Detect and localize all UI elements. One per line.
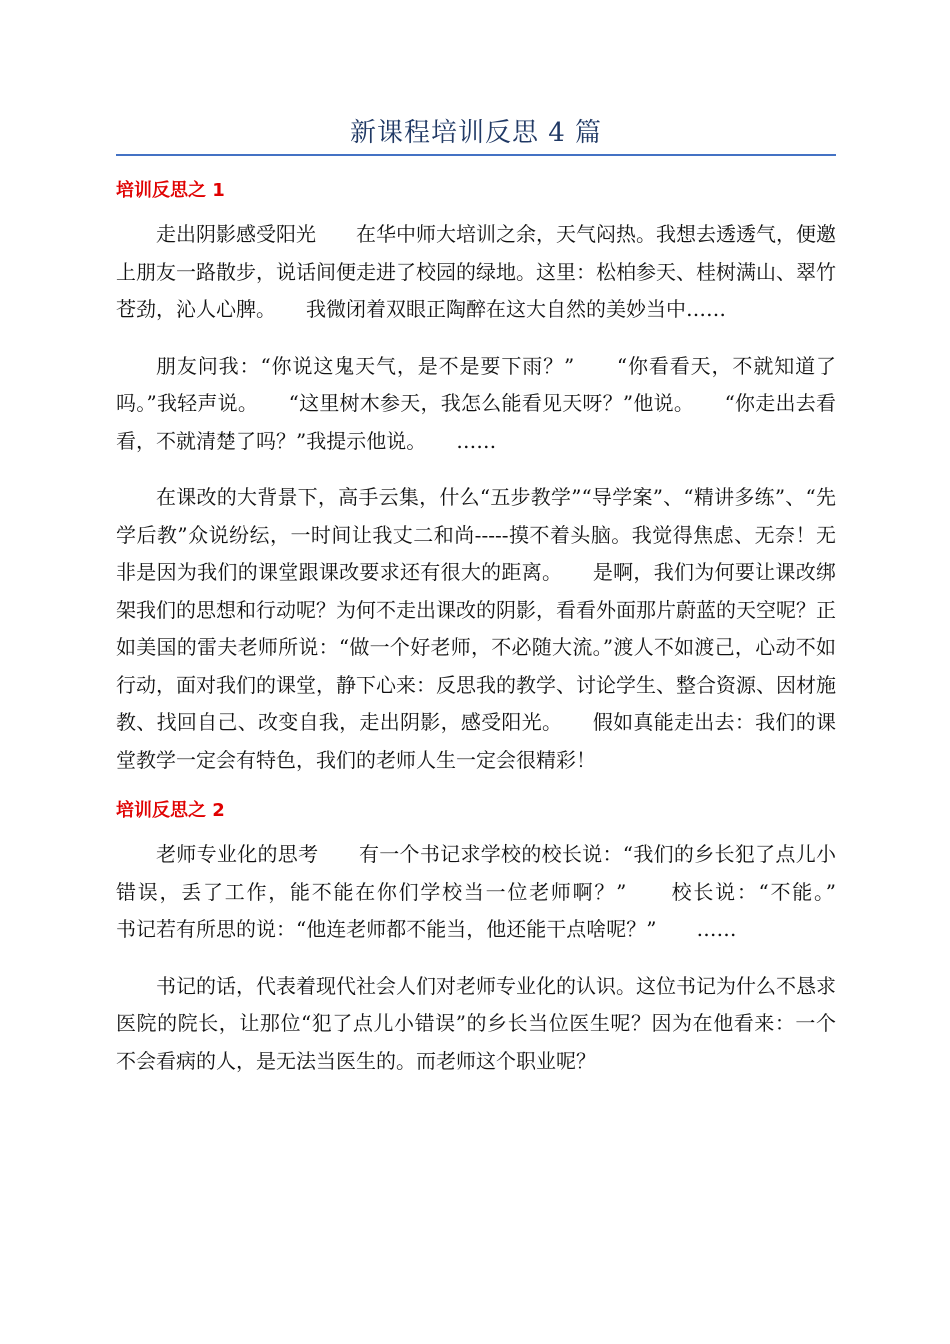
section-heading: 培训反思之 2: [116, 800, 225, 821]
document-body: [116, 178, 876, 1099]
section-heading: 培训反思之 1: [116, 180, 225, 201]
paragraph: 走出阴影感受阳光 在华中师大培训之余，天气闷热。我想去透透气，便邀上朋友一路散步，说话间便走进了校园的绿地。这里：松柏参天、桂树满山、翠竹苍劲，沁人心脾。 我微闭着双眼正陶醉在这大自然的美妙当中……: [116, 222, 836, 321]
section-2: [116, 798, 876, 1080]
paragraph: 老师专业化的思考 有一个书记求学校的校长说：“我们的乡长犯了点儿小错误，丢了工作，能不能在你们学校当一位老师啊？” 校长说：“不能。” 书记若有所思的说：“他连老师都不能当，他还能干点啥呢？” ……: [116, 842, 876, 941]
paragraph: 在课改的大背景下，高手云集，什么“五步教学”“导学案”、“精讲多练”、“先学后教”众说纷纭，一时间让我丈二和尚-----摸不着头脑。我觉得焦虑、无奈！无非是因为我们的课堂跟课改要求还有很大的距离。 是啊，我们为何要让课改绑架我们的思想和行动呢？为何不走出课改的阴影，看看外面那片蔚蓝的天空呢？正如美国的雷夫老师所说：“做一个好老师，不必随大流。”渡人不如渡己，心动不如行动，面对我们的课堂，静下心来：反思我的教学、讨论学生、整合资源、因材施教、找回自己、改变自我，走出阴影，感受阳光。 假如真能走出去：我们的课堂教学一定会有特色，我们的老师人生一定会很精彩！: [116, 485, 836, 772]
paragraph: 书记的话，代表着现代社会人们对老师专业化的认识。这位书记为什么不恳求医院的院长，让那位“犯了点儿小错误”的乡长当位医生呢？因为在他看来：一个不会看病的人，是无法当医生的。而老师这个职业呢？: [116, 973, 836, 1073]
paragraph: 朋友问我：“你说这鬼天气，是不是要下雨？” “你看看天，不就知道了吗。”我轻声说。 “这里树木参天，我怎么能看见天呀？”他说。 “你走出去看看，不就清楚了吗？”我提示他说。 ……: [116, 353, 836, 453]
document-title: 新课程培训反思 4 篇: [349, 118, 603, 148]
section-1: [116, 178, 836, 779]
title-underline: [116, 154, 836, 156]
